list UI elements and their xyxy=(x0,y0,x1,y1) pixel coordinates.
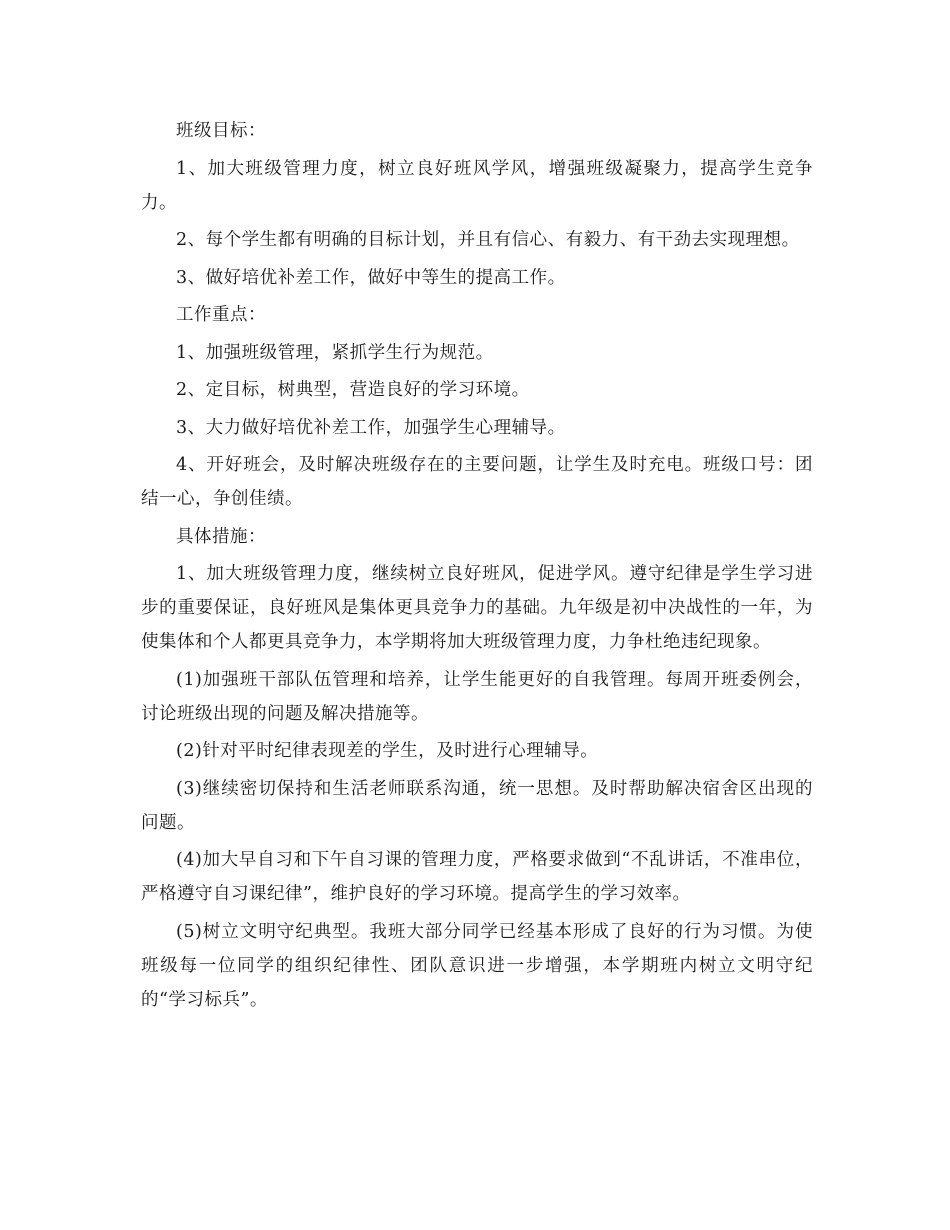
focus-item-3: 3、大力做好培优补差工作，加强学生心理辅导。 xyxy=(176,417,566,438)
document-body xyxy=(141,114,813,1020)
focus-item-1: 1、加强班级管理，紧抓学生行为规范。 xyxy=(176,342,494,363)
heading-class-goals: 班级目标： xyxy=(176,121,266,141)
focus-item-2: 2、定目标，树典型，营造良好的学习环境。 xyxy=(176,380,530,400)
heading-measures: 具体措施： xyxy=(176,526,266,547)
measure-subitem-4: (4)加大早自习和下午自习课的管理力度，严格要求做到“不乱讲话，不准串位，严格遵守自习课纪律”，维护良好的学习环境。提高学生的学习效率。 xyxy=(141,850,813,904)
focus-item-4: 4、开好班会，及时解决班级存在的主要问题，让学生及时充电。班级口号：团结一心，争创佳绩。 xyxy=(141,455,813,509)
goal-item-3: 3、做好培优补差工作，做好中等生的提高工作。 xyxy=(176,267,566,288)
measure-subitem-1: (1)加强班干部队伍管理和培养，让学生能更好的自我管理。每周开班委例会，讨论班级出现的问题及解决措施等。 xyxy=(141,669,813,724)
measure-subitem-3: (3)继续密切保持和生活老师联系沟通，统一思想。及时帮助解决宿舍区出现的问题。 xyxy=(141,778,813,833)
measure-item-1: 1、加大班级管理力度，继续树立良好班风，促进学风。遵守纪律是学生学习进步的重要保证，良好班风是集体更具竞争力的基础。九年级是初中决战性的一年，为使集体和个人都更具竞争力，本学期将加大班级管理力度，力争杜绝违纪现象。 xyxy=(141,564,813,652)
measure-subitem-5: (5)树立文明守纪典型。我班大部分同学已经基本形成了良好的行为习惯。为使班级每一位同学的组织纪律性、团队意识进一步增强，本学期班内树立文明守纪的“学习标兵”。 xyxy=(141,921,813,1010)
goal-item-2: 2、每个学生都有明确的目标计划，并且有信心、有毅力、有干劲去实现理想。 xyxy=(176,230,800,250)
measure-subitem-2: (2)针对平时纪律表现差的学生，及时进行心理辅导。 xyxy=(176,741,599,761)
heading-work-focus: 工作重点： xyxy=(176,305,266,325)
goal-item-1: 1、加大班级管理力度，树立良好班风学风，增强班级凝聚力，提高学生竞争力。 xyxy=(141,158,813,213)
